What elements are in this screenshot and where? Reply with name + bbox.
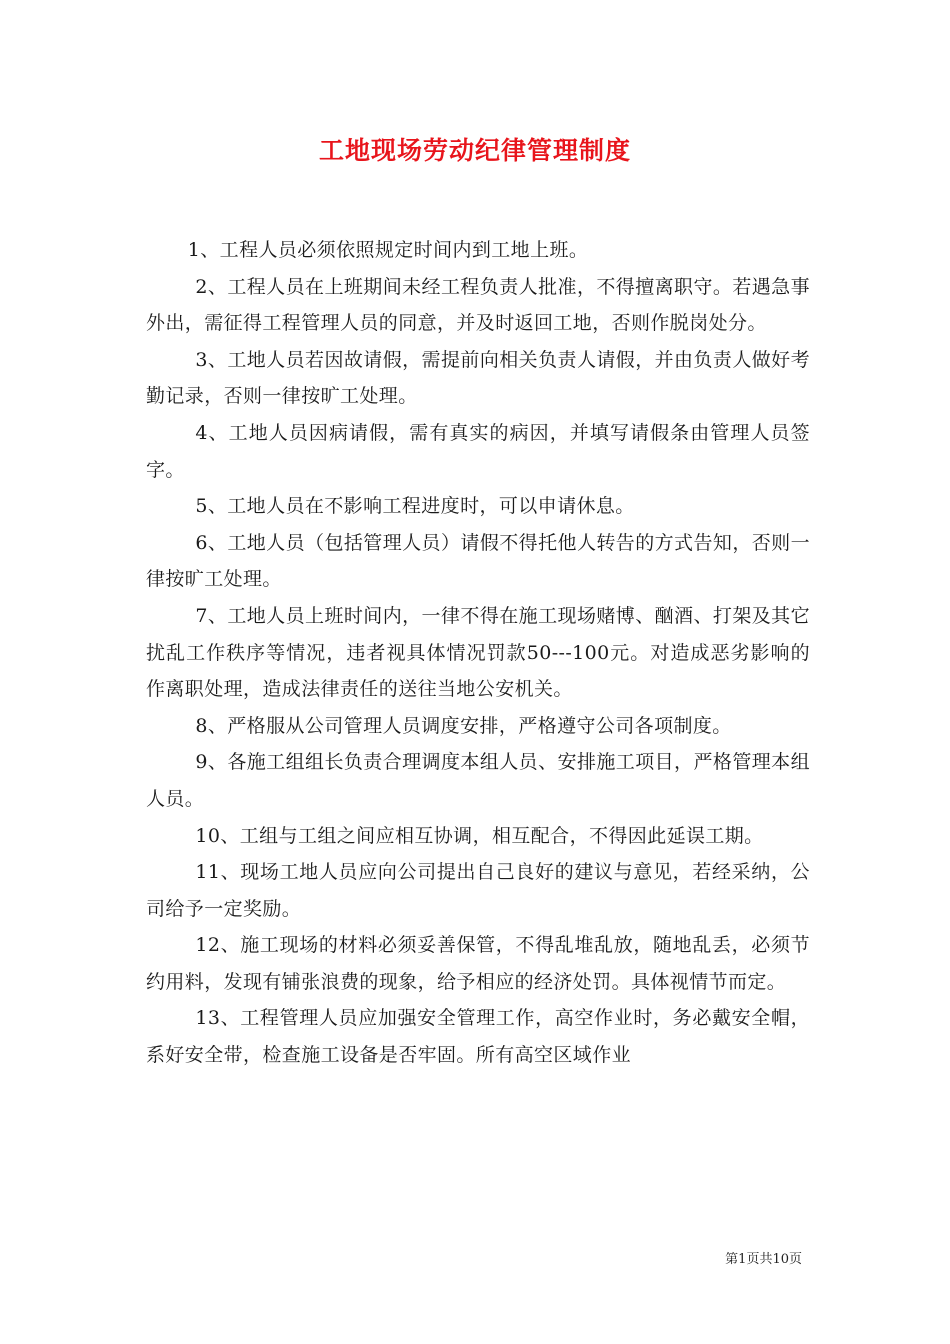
paragraph-10: 10、工组与工组之间应相互协调，相互配合，不得因此延误工期。 — [195, 824, 764, 847]
paragraph-4: 4、工地人员因病请假，需有真实的病因，并填写请假条由管理人员签字。 — [146, 421, 810, 481]
document-title: 工地现场劳动纪律管理制度 — [318, 136, 631, 165]
paragraph-8: 8、严格服从公司管理人员调度安排，严格遵守公司各项制度。 — [195, 714, 732, 737]
paragraph-13: 13、工程管理人员应加强安全管理工作，高空作业时，务必戴安全帽，系好安全带，检查施工设备是否牢固。所有高空区域作业 — [146, 1007, 810, 1067]
paragraph-11: 11、现场工地人员应向公司提出自己良好的建议与意见，若经采纳，公司给予一定奖励。 — [146, 861, 810, 920]
page-number: 第1页共10页 — [725, 1252, 802, 1267]
paragraph-6: 6、工地人员（包括管理人员）请假不得托他人转告的方式告知，否则一律按旷工处理。 — [146, 531, 810, 591]
paragraph-2: 2、工程人员在上班期间未经工程负责人批准，不得擅离职守。若遇急事外出，需征得工程管理人员的同意，并及时返回工地，否则作脱岗处分。 — [146, 275, 810, 335]
paragraph-1: 1、工程人员必须依照规定时间内到工地上班。 — [187, 239, 589, 261]
paragraph-9: 9、各施工组组长负责合理调度本组人员、安排施工项目，严格管理本组人员。 — [146, 751, 810, 810]
paragraph-12: 12、施工现场的材料必须妥善保管，不得乱堆乱放，随地乱丢，必须节约用料，发现有铺张浪费的现象，给予相应的经济处罚。具体视情节而定。 — [146, 934, 810, 993]
paragraph-5: 5、工地人员在不影响工程进度时，可以申请休息。 — [195, 495, 635, 518]
document-body — [146, 232, 810, 1074]
paragraph-7: 7、工地人员上班时间内，一律不得在施工现场赌博、酗酒、打架及其它扰乱工作秩序等情况，违者视具体情况罚款50---100元。对造成恶劣影响的作离职处理，造成法律责任的送往当地公安机关。 — [146, 604, 810, 701]
paragraph-3: 3、工地人员若因故请假，需提前向相关负责人请假，并由负责人做好考勤记录，否则一律按旷工处理。 — [146, 348, 810, 408]
